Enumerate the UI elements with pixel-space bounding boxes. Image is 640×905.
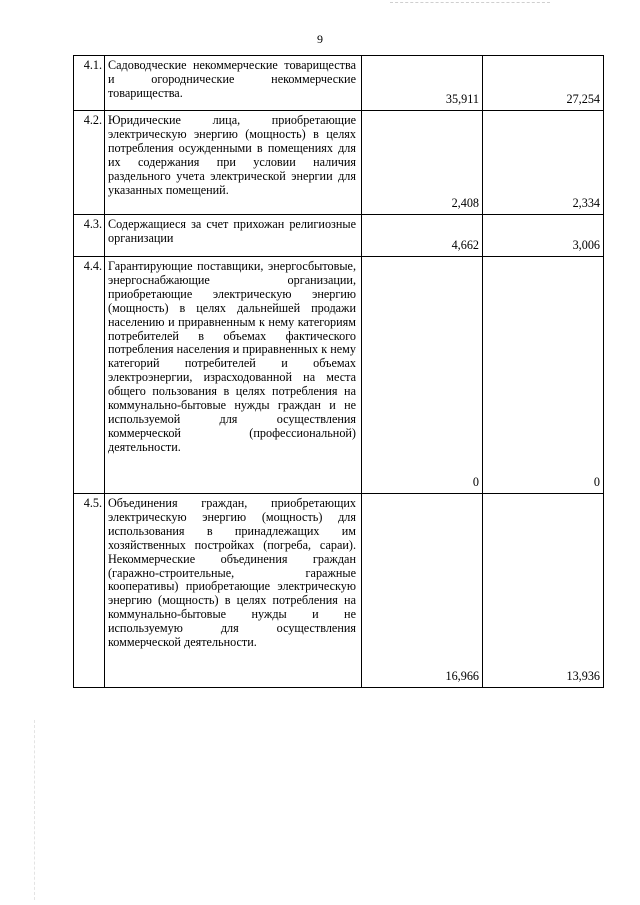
scan-artifact [390,2,550,5]
page-number: 9 [317,32,323,46]
row-description: Юридические лица, приобретающие электрическую энергию (мощность) в целях потребления осужденными в помещениях для их содержания при условии наличия раздельного учета электрической энергии для указанных помещений. [108,113,356,197]
row-value-2: 27,254 [483,56,604,111]
tariff-table [73,55,604,688]
row-description-cell [105,494,362,688]
row-description: Садоводческие некоммерческие товарищества и огороднические некоммерческие товарищества. [108,58,356,100]
row-number: 4.5. [74,494,105,688]
row-description-cell [105,215,362,257]
table-row [74,56,604,111]
table-row [74,215,604,257]
table-row [74,111,604,215]
row-value-1: 35,911 [362,56,483,111]
row-value-1: 4,662 [362,215,483,257]
scan-artifact [34,720,36,900]
row-number: 4.4. [74,257,105,494]
row-value-1: 0 [362,257,483,494]
row-description: Гарантирующие поставщики, энергосбытовые, энергоснабжающие организации, приобретающие электрическую энергию (мощность) в целях дальнейшей продажи населению и приравненным к нему категориям потребителей в объемах фактического потребления населения и приравненных к нему категорий потребителей и объемах электроэнергии, израсходованной на места общего пользования в целях потребления на коммунально-бытовые нужды граждан и не используемой для осуществления коммерческой (профессиональной) деятельности. [108,259,356,454]
row-description-cell [105,111,362,215]
table-row [74,257,604,494]
table-row [74,494,604,688]
row-value-2: 3,006 [483,215,604,257]
row-value-1: 16,966 [362,494,483,688]
row-description-cell [105,56,362,111]
row-value-2: 13,936 [483,494,604,688]
row-description: Содержащиеся за счет прихожан религиозные организации [108,217,356,245]
row-value-2: 0 [483,257,604,494]
row-number: 4.3. [74,215,105,257]
row-number: 4.1. [74,56,105,111]
row-number: 4.2. [74,111,105,215]
row-value-2: 2,334 [483,111,604,215]
row-description: Объединения граждан, приобретающих электрическую энергию (мощность) для использования в принадлежащих им хозяйственных постройках (погреба, сараи). Некоммерческие объединения граждан (гаражно-строительные, гаражные кооперативы) приобретающие электрическую энергию (мощность) в целях потребления на коммунально-бытовые нужды и не используемую для осуществления коммерческой деятельности. [108,496,356,650]
row-description-cell [105,257,362,494]
row-value-1: 2,408 [362,111,483,215]
